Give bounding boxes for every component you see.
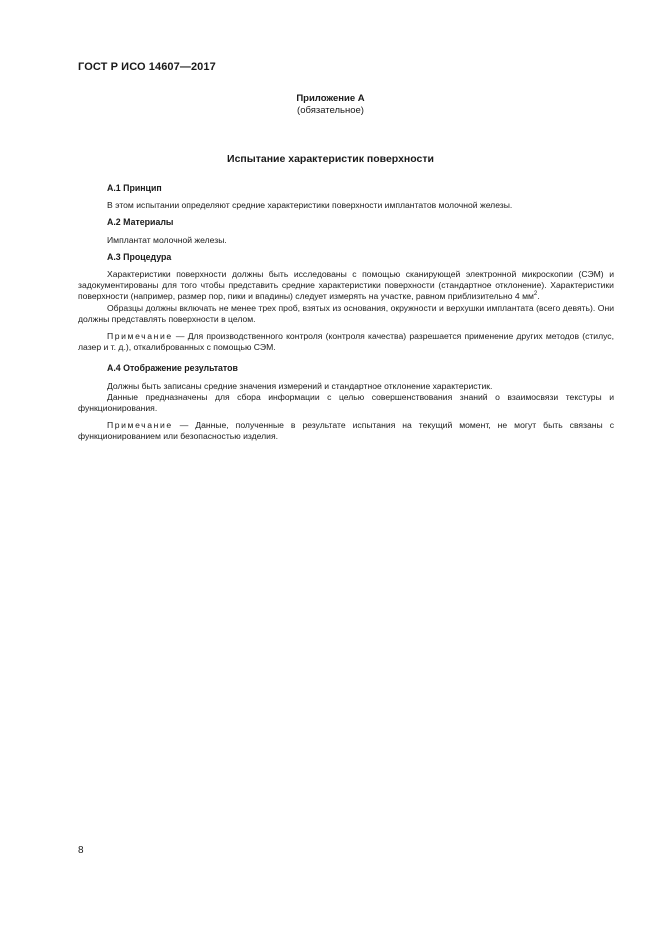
- note-text: — Для производственного контроля (контроля качества) разрешается применение других методов (стилус, лазер и т. д.), откалиброванных с помощью СЭМ.: [78, 331, 614, 353]
- heading-a4: А.4 Отображение результатов: [107, 363, 238, 374]
- paragraph-a3-2: Образцы должны включать не менее трех проб, взятых из основания, окружности и верхушки имплантата (всего девять). Они должны представлять поверхности в целом.: [78, 302, 614, 324]
- note-text: — Данные, полученные в результате испытания на текущий момент, не могут быть связаны с функционированием или безопасностью изделия.: [78, 420, 614, 442]
- paragraph-a2: Имплантат молочной железы.: [107, 234, 227, 245]
- paragraph-a4-1: Должны быть записаны средние значения измерений и стандартное отклонение характеристик.: [107, 380, 493, 391]
- paragraph-a3-1: [78, 269, 614, 303]
- heading-a1: А.1 Принцип: [107, 183, 162, 193]
- note-a4: [78, 420, 614, 442]
- paragraph-a1: В этом испытании определяют средние характеристики поверхности имплантатов молочной железы.: [107, 200, 513, 211]
- document-body: [78, 183, 614, 443]
- note-label: Примечание: [107, 331, 173, 342]
- section-title: Испытание характеристик поверхности: [227, 153, 434, 165]
- document-code: ГОСТ Р ИСО 14607—2017: [78, 61, 216, 73]
- heading-a2: А.2 Материалы: [107, 217, 174, 228]
- appendix-title: Приложение А: [296, 93, 365, 104]
- note-a3: [78, 331, 614, 353]
- paragraph-a4-2: Данные предназначены для сбора информации с целью совершенствования знаний о взаимосвязи текстуры и функционирования.: [78, 391, 614, 414]
- note-label: Примечание: [107, 420, 173, 431]
- paragraph-a3-1-text: Характеристики поверхности должны быть исследованы с помощью сканирующей электронной микроскопии (СЭМ) и задокументированы для того чтобы представить средние характеристики поверхности (стандартное отклонение). Характеристики поверхности (например, размер пор, пики и впадины) следует измерять на участке, равном приблизительно 4 мм: [78, 269, 614, 302]
- superscript: 2: [533, 291, 538, 298]
- paragraph-a3-1-end: .: [537, 291, 540, 302]
- page-number: 8: [78, 845, 84, 856]
- heading-a3: А.3 Процедура: [107, 251, 172, 262]
- appendix-status: (обязательное): [297, 105, 364, 116]
